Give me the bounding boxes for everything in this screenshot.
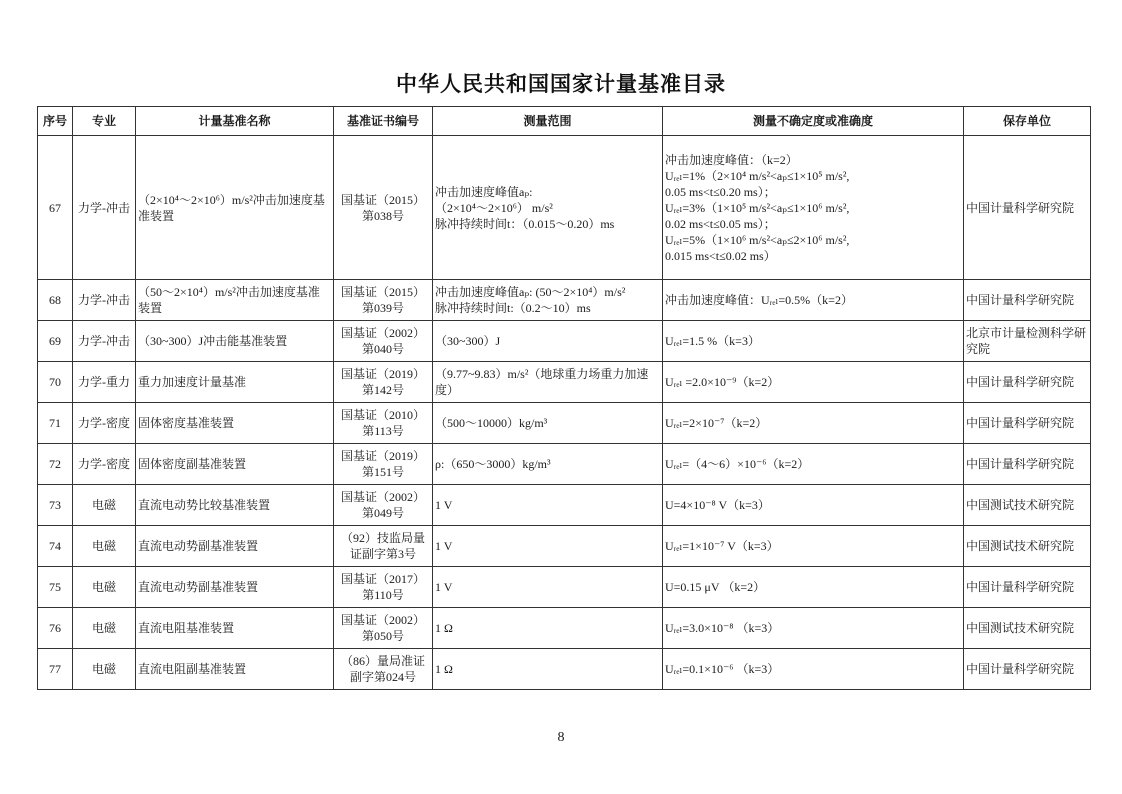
row-name: 直流电阻基准装置 [136,608,334,649]
row-uncertainty: Uᵣₑₗ=0.1×10⁻⁶ （k=3） [663,649,964,690]
row-range: （9.77~9.83）m/s²（地球重力场重力加速度） [433,362,663,403]
table-row [38,403,1091,444]
row-range: （500～10000）kg/m³ [433,403,663,444]
col-header-no: 序号 [38,107,73,136]
row-name: 直流电阻副基准装置 [136,649,334,690]
row-range: 1 V [433,567,663,608]
row-name: 直流电动势副基准装置 [136,526,334,567]
col-header-range: 测量范围 [433,107,663,136]
row-name: （2×10⁴～2×10⁶）m/s²冲击加速度基准装置 [136,136,334,280]
row-range: 冲击加速度峰值aₚ: (50～2×10⁴）m/s² 脉冲持续时间t:（0.2～10）ms [433,280,663,321]
row-cert: 国基证（2019） 第142号 [334,362,433,403]
row-cert: 国基证（2010） 第113号 [334,403,433,444]
row-field: 力学-重力 [73,362,136,403]
row-cert: 国基证（2002） 第049号 [334,485,433,526]
row-cert: 国基证（2002） 第040号 [334,321,433,362]
row-range: 冲击加速度峰值aₚ: （2×10⁴～2×10⁶） m/s² 脉冲持续时间t：（0.015～0.20）ms [433,136,663,280]
row-unit: 中国测试技术研究院 [964,526,1091,567]
row-unit: 北京市计量检测科学研究院 [964,321,1091,362]
row-name: 重力加速度计量基准 [136,362,334,403]
row-range: 1 V [433,526,663,567]
table-header-row [38,107,1091,136]
row-name: 固体密度基准装置 [136,403,334,444]
row-cert: 国基证（2017） 第110号 [334,567,433,608]
row-name: （50～2×10⁴）m/s²冲击加速度基准装置 [136,280,334,321]
row-uncertainty: U=4×10⁻⁸ V（k=3） [663,485,964,526]
row-unit: 中国计量科学研究院 [964,444,1091,485]
table-row [38,321,1091,362]
table-row [38,649,1091,690]
row-number: 68 [38,280,73,321]
standards-table [37,106,1091,690]
row-field: 电磁 [73,485,136,526]
row-number: 73 [38,485,73,526]
row-field: 电磁 [73,526,136,567]
row-cert: 国基证（2002） 第050号 [334,608,433,649]
row-name: （30~300）J冲击能基准装置 [136,321,334,362]
row-cert: 国基证（2015） 第038号 [334,136,433,280]
row-range: （30~300）J [433,321,663,362]
table-row [38,567,1091,608]
row-unit: 中国测试技术研究院 [964,485,1091,526]
row-uncertainty: Uᵣₑₗ=1.5 %（k=3） [663,321,964,362]
row-uncertainty: 冲击加速度峰值：Uᵣₑₗ=0.5%（k=2） [663,280,964,321]
row-unit: 中国测试技术研究院 [964,608,1091,649]
row-field: 力学-冲击 [73,136,136,280]
row-range: 1 Ω [433,649,663,690]
row-number: 67 [38,136,73,280]
row-number: 70 [38,362,73,403]
row-uncertainty: U=0.15 μV （k=2） [663,567,964,608]
row-uncertainty: 冲击加速度峰值：（k=2） Uᵣₑₗ=1%（2×10⁴ m/s²<aₚ≤1×10⁵ m/s², 0.05 ms<t≤0.20 ms）； Uᵣₑₗ=3%（1×10⁵ m/s²<aₚ≤1×10⁶ m/s², 0.02 ms<t≤0.05 ms）； Uᵣₑₗ=5%（1×10⁶ m/s²<aₚ≤2×10⁶ m/s², 0.015 ms<t≤0.02 ms） [663,136,964,280]
col-header-name: 计量基准名称 [136,107,334,136]
row-cert: 国基证（2019） 第151号 [334,444,433,485]
row-number: 75 [38,567,73,608]
row-uncertainty: Uᵣₑₗ=3.0×10⁻⁸ （k=3） [663,608,964,649]
table-row [38,526,1091,567]
row-number: 76 [38,608,73,649]
row-field: 电磁 [73,649,136,690]
row-unit: 中国计量科学研究院 [964,567,1091,608]
row-field: 力学-密度 [73,444,136,485]
col-header-cert: 基准证书编号 [334,107,433,136]
table-row [38,362,1091,403]
row-field: 力学-冲击 [73,321,136,362]
row-field: 力学-冲击 [73,280,136,321]
row-number: 71 [38,403,73,444]
row-number: 77 [38,649,73,690]
col-header-uncertainty: 测量不确定度或准确度 [663,107,964,136]
table-row [38,608,1091,649]
row-cert: 国基证（2015） 第039号 [334,280,433,321]
row-name: 直流电动势副基准装置 [136,567,334,608]
row-field: 电磁 [73,567,136,608]
row-unit: 中国计量科学研究院 [964,362,1091,403]
row-uncertainty: Uᵣₑₗ =2.0×10⁻⁹（k=2） [663,362,964,403]
row-cert: （86）量局准证 副字第024号 [334,649,433,690]
row-field: 力学-密度 [73,403,136,444]
table-row [38,280,1091,321]
col-header-field: 专业 [73,107,136,136]
row-uncertainty: Uᵣₑₗ=2×10⁻⁷（k=2） [663,403,964,444]
row-number: 74 [38,526,73,567]
row-name: 固体密度副基准装置 [136,444,334,485]
table-row [38,485,1091,526]
row-unit: 中国计量科学研究院 [964,136,1091,280]
row-unit: 中国计量科学研究院 [964,280,1091,321]
table-row [38,444,1091,485]
row-uncertainty: Uᵣₑₗ=1×10⁻⁷ V（k=3） [663,526,964,567]
row-unit: 中国计量科学研究院 [964,649,1091,690]
row-number: 72 [38,444,73,485]
page-number: 8 [557,730,565,745]
row-uncertainty: Uᵣₑₗ=（4～6）×10⁻⁶（k=2） [663,444,964,485]
col-header-unit: 保存单位 [964,107,1091,136]
row-unit: 中国计量科学研究院 [964,403,1091,444]
row-range: 1 V [433,485,663,526]
row-field: 电磁 [73,608,136,649]
row-range: 1 Ω [433,608,663,649]
row-cert: （92）技监局量 证副字第3号 [334,526,433,567]
row-name: 直流电动势比较基准装置 [136,485,334,526]
table-row [38,136,1091,280]
page-title: 中华人民共和国国家计量基准目录 [396,72,726,96]
row-range: ρ:（650～3000）kg/m³ [433,444,663,485]
row-number: 69 [38,321,73,362]
